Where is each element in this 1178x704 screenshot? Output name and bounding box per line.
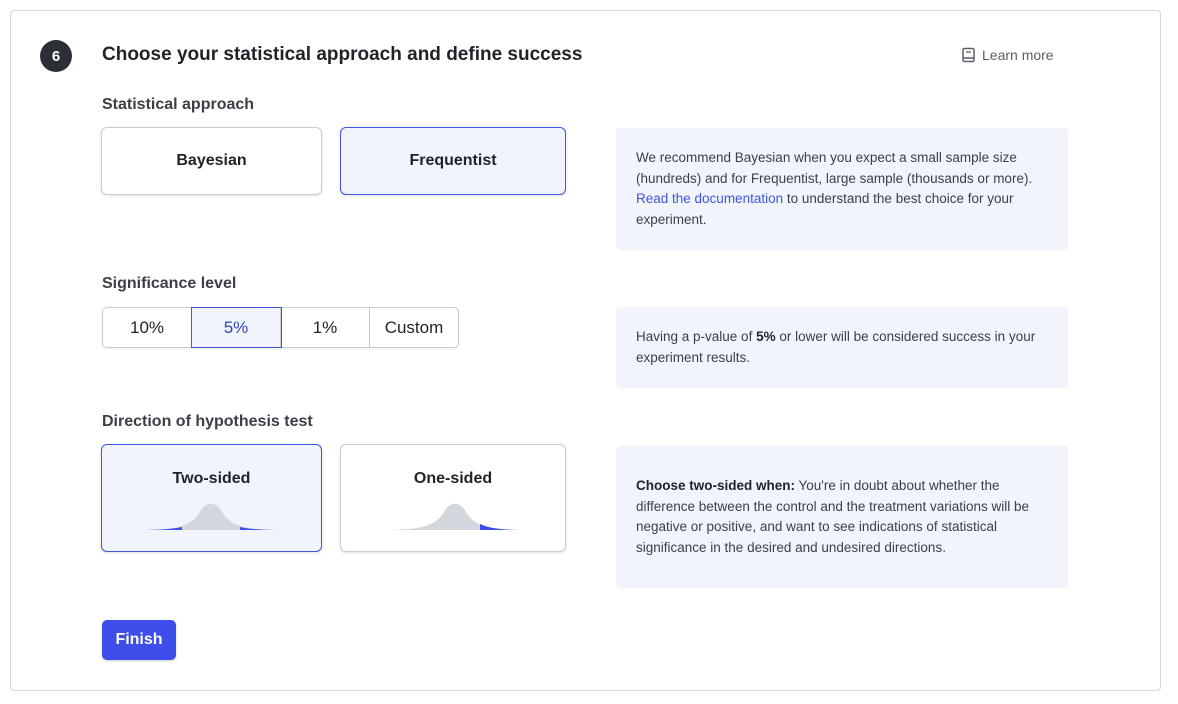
two-sided-option-label: Two-sided: [172, 470, 251, 487]
statistical-approach-label: Statistical approach: [102, 96, 255, 113]
two-tailed-curve-icon: [146, 498, 276, 535]
one-sided-option-label: One-sided: [413, 470, 493, 487]
finish-button[interactable]: Finish: [102, 620, 176, 660]
approach-info-text-start: We recommend Bayesian when you expect a small sample size (hundreds) and for Frequentist, large sample (thousands or more).: [636, 150, 1033, 186]
direction-info-text: [636, 476, 1048, 558]
significance-info-value: 5%: [756, 329, 776, 344]
significance-option-10[interactable]: 10%: [103, 308, 192, 347]
significance-option-1[interactable]: 1%: [281, 308, 370, 347]
bayesian-option-label: Bayesian: [176, 152, 247, 169]
frequentist-option-label: Frequentist: [409, 152, 497, 169]
significance-option-custom[interactable]: Custom: [384, 317, 444, 337]
frequentist-option[interactable]: [340, 127, 566, 195]
significance-info-text: [636, 327, 1048, 368]
learn-more-link[interactable]: [961, 47, 1054, 63]
significance-level-label: Significance level: [102, 275, 237, 292]
bayesian-option[interactable]: [101, 127, 322, 195]
learn-more-label: Learn more: [982, 47, 1054, 63]
read-documentation-link[interactable]: Read the documentation: [636, 191, 784, 206]
approach-info-text: [636, 148, 1048, 230]
book-icon: [961, 47, 976, 63]
significance-info-text-start: Having a p-value of: [636, 329, 757, 344]
significance-info-box: [616, 307, 1068, 388]
significance-segmented-control: [102, 307, 459, 348]
significance-option-5[interactable]: 5%: [192, 308, 281, 347]
approach-info-text-end: to understand the best choice for your experiment.: [636, 191, 1014, 227]
approach-info-box: [616, 128, 1068, 250]
direction-info-box: [616, 446, 1068, 588]
direction-info-body: You're in doubt about whether the difference between the control and the treatment variations will be negative or positive, and want to see indications of statistical significance in the desired and undesired directions.: [636, 478, 1029, 555]
step-number-badge: 6: [40, 40, 72, 72]
direction-info-heading: Choose two-sided when:: [636, 478, 796, 493]
one-tailed-curve-icon: [390, 498, 518, 535]
direction-label: Direction of hypothesis test: [102, 413, 313, 430]
significance-info-text-end: or lower will be considered success in your experiment results.: [636, 329, 1036, 365]
page-title: Choose your statistical approach and define success: [102, 44, 583, 65]
